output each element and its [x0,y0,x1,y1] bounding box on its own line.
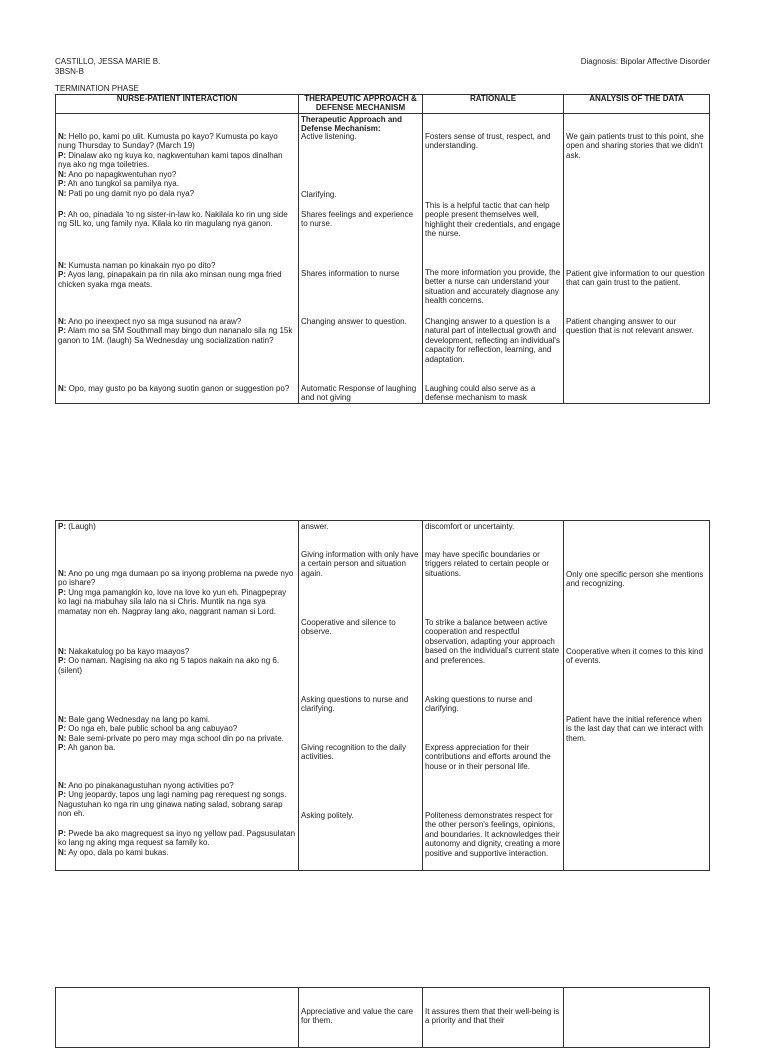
dialogue-block [58,647,296,675]
dialogue-line: N: Pati po ung damit nyo po dala nya? [58,188,195,198]
approach-entry: Automatic Response of laughing and not giving [301,384,417,403]
rationale-entry: This is a helpful tactic that can help people present themselves well, highlight their credentials, and engage the nurse. [425,201,561,239]
dialogue-block [58,384,296,393]
dialogue-line: P: Ung mga pamangkin ko, love na love ko yun eh. Pinagpepray ko lagi na mabuhay sila lalo na si Chris. Muntik na nga sya mamatay non eh. Nagpray lang ako, naggrant naman si Lord. [58,587,287,616]
approach-entry: answer. [301,522,329,531]
rationale-entry: The more information you provide, the better a nurse can understand your situation and accurately diagnose any health concerns. [425,268,561,306]
rationale-entry: Asking questions to nurse and clarifying. [425,695,533,714]
approach-entry: Changing answer to question. [301,317,407,326]
dialogue-line: N: Bale semi-private po pero may mga school din po na private. [58,733,284,743]
approach-entry: Appreciative and value the care for them. [301,1007,414,1026]
dialogue-line: N: Hello po, kami po ulit. Kumusta po kayo? Kumusta po kayo nung Thursday to Sunday? (March 19) [58,132,278,151]
analysis-cell [564,114,710,404]
column-header-interaction: NURSE-PATIENT INTERACTION [56,95,299,114]
dialogue-block [58,132,296,198]
dialogue-line: N: Nakakatulog po ba kayo maayos? [58,647,190,656]
dialogue-line: N: Opo, may gusto po ba kayong suotin ganon or suggestion po? [58,384,290,393]
dialogue-block [58,569,296,616]
interaction-table-page3 [55,987,710,1048]
interaction-cell [56,521,299,871]
analysis-entry: Patient give information to our question that can gain trust to the patient. [566,269,705,288]
dialogue-line: P: Ung jeopardy, tapos ung lagi naming pag rerequest ng songs. Nagustuhan ko nga rin ung ginawa nating salad, sobrang sarap non eh. [58,790,287,819]
dialogue-line: N: Ano po pinakanagustuhan nyong activities po? [58,781,234,790]
rationale-entry: To strike a balance between active cooperation and respectful observation, adapting your approach based on the individual's current state and preferences. [425,618,560,665]
approach-cell [299,114,423,404]
approach-heading: Therapeutic Approach and Defense Mechanism: [301,115,403,134]
dialogue-line: P: (Laugh) [58,522,96,531]
dialogue-line: P: Ah oo, pinadala 'to ng sister-in-law ko. Nakilala ko rin ung side ng SIL ko, ung family nya. Kilala ko rin magulang nya ganon. [58,210,288,229]
analysis-entry: Patient have the initial reference when is the last day that can we interact with them. [566,715,703,743]
dialogue-line: P: Ayos lang, pinapakain pa rin nila ako minsan nung mga fried chicken syaka mga meats. [58,270,282,289]
interaction-cell [56,114,299,404]
rationale-entry: Fosters sense of trust, respect, and understanding. [425,132,551,151]
approach-entry: Clarifying. [301,190,337,199]
dialogue-block [58,715,296,753]
interaction-table-page1 [55,94,710,404]
approach-entry: Giving information with only have a certain person and situation again. [301,550,419,578]
dialogue-line: N: Kumusta naman po kinakain nyo po dito? [58,261,216,270]
rationale-entry: discomfort or uncertainty. [425,522,515,531]
dialogue-line: P: Oo nga eh, bale public school ba ang cabuyao? [58,724,238,734]
diagnosis: Diagnosis: Bipolar Affective Disorder [580,57,710,66]
approach-entry: Shares information to nurse [301,269,400,278]
dialogue-block [58,210,296,229]
dialogue-line: P: Dinalaw ako ng kuya ko, nagkwentuhan kami tapos dinalhan nya ako ng mga toiletries. [58,150,283,170]
dialogue-line: N: Ano po ung mga dumaan po sa inyong problema na pwede nyo po ishare? [58,569,294,588]
dialogue-block [58,522,296,531]
dialogue-line: P: Oo naman. Nagising na ako ng 5 tapos nakain na ako ng 6. (silent) [58,656,280,675]
approach-entry: Asking politely. [301,811,354,820]
interaction-cell [56,988,299,1048]
approach-entry: Giving recognition to the daily activities. [301,743,406,762]
approach-cell [299,988,423,1048]
rationale-cell [423,988,564,1048]
approach-entry: Cooperative and silence to observe. [301,618,396,637]
rationale-cell [423,521,564,871]
analysis-cell [564,521,710,871]
dialogue-block [58,829,296,857]
column-header-rationale: RATIONALE [423,95,564,114]
dialogue-block [58,781,296,819]
column-header-approach: THERAPEUTIC APPROACH & DEFENSE MECHANISM [299,95,423,114]
dialogue-line: P: Alam mo sa SM Southmall may bingo dun nananalo sila ng 15k ganon to 1M. (laugh) Sa Wednesday ung socialization natin? [58,326,293,345]
approach-entry: Active listening. [301,132,357,141]
analysis-cell [564,988,710,1048]
column-header-analysis: ANALYSIS OF THE DATA [564,95,710,114]
dialogue-line: N: Ano po ineexpect nyo sa mga susunod na araw? [58,317,242,326]
dialogue-line: N: Bale gang Wednesday na lang po kami. [58,715,210,724]
rationale-cell [423,114,564,404]
dialogue-line: P: Ah ano tungkol sa pamilya nya. [58,179,179,189]
analysis-entry: Only one specific person she mentions and recognizing. [566,570,704,589]
rationale-entry: It assures them that their well-being is a priority and that their [425,1007,560,1026]
student-name: CASTILLO, JESSA MARIE B. [55,57,161,66]
dialogue-block [58,261,296,289]
analysis-entry: Patient changing answer to our question that is not relevant answer. [566,317,694,336]
rationale-entry: Politeness demonstrates respect for the other person's feelings, opinions, and boundaries. It acknowledges their autonomy and dignity, creating a more positive and supportive interaction. [425,811,561,858]
section: 3BSN-B [55,67,84,76]
dialogue-line: P: Ah ganon ba. [58,743,116,753]
dialogue-line: N: Ano po napagkwentuhan nyo? [58,169,177,179]
phase-label: TERMINATION PHASE [55,84,139,93]
interaction-table-page2 [55,520,710,871]
rationale-entry: Changing answer to a question is a natural part of intellectual growth and development, reflecting an individual's capacity for reflection, learning, and adaptation. [425,317,560,364]
dialogue-line: P: Pwede ba ako magrequest sa inyo ng yellow pad. Pagsusulatan ko lang ng aking mga request sa family ko. [58,829,296,848]
dialogue-line: N: Ay opo, dala po kami bukas. [58,847,169,857]
dialogue-block [58,317,296,345]
rationale-entry: Laughing could also serve as a defense mechanism to mask [425,384,536,403]
analysis-entry: Cooperative when it comes to this kind of events. [566,647,703,666]
approach-cell [299,521,423,871]
approach-entry: Shares feelings and experience to nurse. [301,210,414,229]
approach-entry: Asking questions to nurse and clarifying. [301,695,409,714]
rationale-entry: may have specific boundaries or triggers related to certain people or situations. [425,550,550,578]
rationale-entry: Express appreciation for their contributions and efforts around the house or in their personal life. [425,743,551,771]
analysis-entry: We gain patients trust to this point, she open and sharing stories that we didn't ask. [566,132,704,160]
